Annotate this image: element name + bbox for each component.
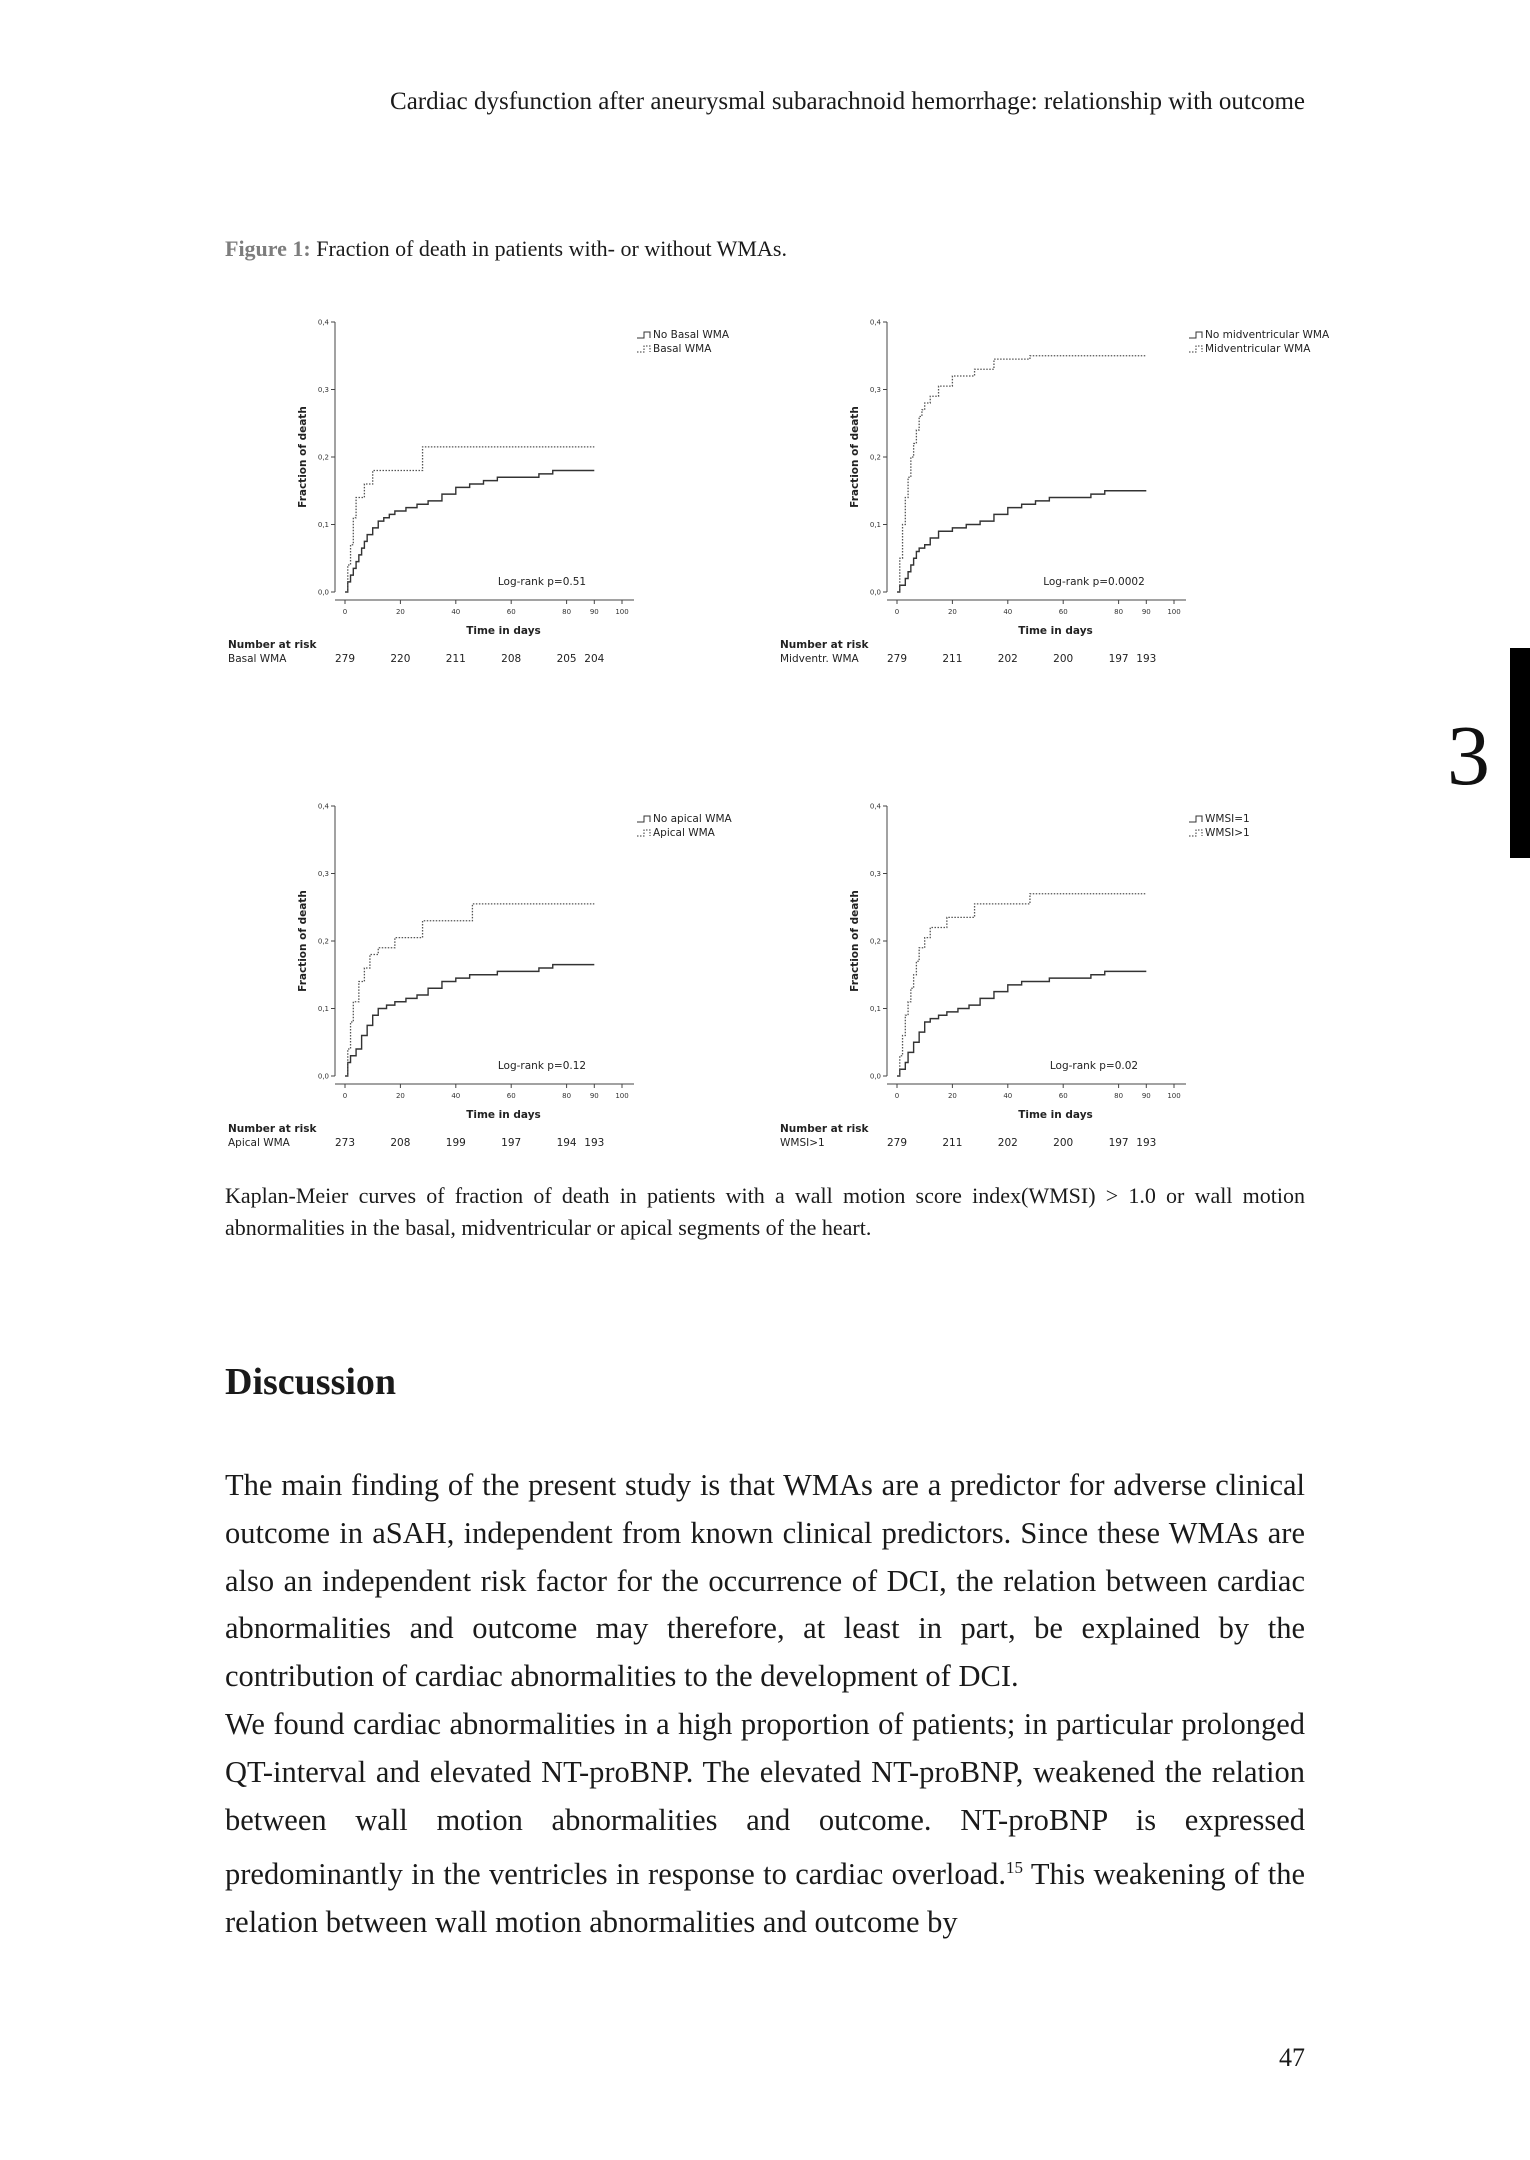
legend-label: No midventricular WMA [1205, 329, 1330, 341]
km-chart-apical [222, 784, 772, 1164]
citation-superscript: 15 [1006, 1858, 1024, 1878]
risk-value: 199 [445, 1137, 466, 1149]
y-tick-label: 0,3 [869, 870, 881, 878]
legend-swatch [637, 830, 650, 836]
risk-value: 202 [997, 1137, 1018, 1149]
risk-row-label: Midventr. WMA [780, 653, 859, 665]
risk-value: 279 [334, 653, 356, 665]
paragraph-2-text: We found cardiac abnormalities in a high proportion of patients; in particular prolonged QT-interval and elevated NT-proBNP. The elevated NT-proBNP, weakened the relation between wall motion abnormalities and outcome. NT-proBNP is expressed predominantly in the ventricles in response to cardiac overload. [225, 1706, 1305, 1892]
number-at-risk-title: Number at risk [228, 639, 317, 651]
risk-value: 208 [501, 653, 522, 665]
km-panel-wmsi [774, 784, 1324, 1164]
legend-swatch [1189, 346, 1202, 352]
x-tick-label: 40 [1003, 608, 1013, 616]
x-tick-label: 80 [1114, 608, 1124, 616]
risk-value: 211 [942, 1137, 963, 1149]
x-tick-label: 20 [947, 608, 957, 616]
km-panel-basal [222, 300, 772, 680]
risk-row-label: Basal WMA [228, 653, 287, 665]
risk-value: 202 [997, 653, 1018, 665]
risk-value: 194 [556, 1137, 577, 1149]
y-tick-label: 0,0 [317, 588, 329, 597]
y-tick-label: 0,4 [317, 318, 329, 327]
y-axis-label: Fraction of death [849, 406, 861, 508]
x-tick-label: 90 [1141, 608, 1151, 616]
x-tick-label: 20 [395, 1092, 405, 1100]
figure-note: Kaplan-Meier curves of fraction of death in patients with a wall motion score index(WMSI) > 1.0 or wall motion abnormalities in the basal, midventricular or apical segments of the heart. [225, 1183, 1305, 1240]
log-rank-annotation: Log-rank p=0.51 [497, 576, 587, 588]
legend-label: WMSI=1 [1205, 813, 1250, 825]
legend-swatch [1189, 830, 1202, 836]
number-at-risk-title: Number at risk [780, 639, 869, 651]
km-chart-midventricular [774, 300, 1330, 680]
legend-swatch [1189, 816, 1202, 822]
km-curve [345, 471, 594, 593]
legend-label: Apical WMA [653, 827, 715, 839]
y-axis-label: Fraction of death [297, 406, 309, 508]
y-tick-label: 0,3 [317, 386, 329, 394]
legend-label: Basal WMA [653, 343, 712, 355]
legend-label: No Basal WMA [653, 329, 730, 341]
y-tick-label: 0,4 [869, 802, 881, 811]
risk-value: 273 [334, 1137, 356, 1149]
chapter-tab-marker [1510, 648, 1530, 858]
y-tick-label: 0,4 [869, 318, 881, 327]
y-tick-label: 0,1 [317, 1005, 329, 1013]
chapter-number: 3 [1447, 707, 1490, 803]
page-number: 47 [1279, 2043, 1305, 2072]
y-tick-label: 0,0 [869, 1072, 881, 1081]
x-tick-label: 40 [451, 1092, 461, 1100]
discussion-paragraph-1: The main finding of the present study is that WMAs are a predictor for adverse clinical outcome in aSAH, independent from known clinical predictors. Since these WMAs are also an independent risk factor for the occurrence of DCI, the relation between cardiac abnormalities and outcome may therefore, at least in part, be explained by the contribution of cardiac abnormalities to the development of DCI. [225, 1468, 1305, 1694]
log-rank-annotation: Log-rank p=0.12 [497, 1060, 587, 1072]
x-tick-label: 60 [1058, 1092, 1068, 1100]
x-axis-label: Time in days [466, 1109, 541, 1121]
figure-caption [225, 236, 787, 262]
km-panel-midventricular [774, 300, 1330, 680]
log-rank-annotation: Log-rank p=0.0002 [1043, 576, 1145, 588]
x-tick-label: 100 [1167, 608, 1181, 616]
x-tick-label: 60 [506, 608, 516, 616]
x-tick-label: 40 [1003, 1092, 1013, 1100]
y-tick-label: 0,2 [869, 937, 881, 946]
number-at-risk-title: Number at risk [780, 1123, 869, 1135]
x-tick-label: 0 [894, 608, 900, 616]
y-tick-label: 0,3 [869, 386, 881, 394]
x-tick-label: 90 [1141, 1092, 1151, 1100]
risk-value: 197 [1108, 653, 1129, 665]
risk-value: 200 [1053, 653, 1074, 665]
risk-value: 208 [390, 1137, 411, 1149]
risk-value: 220 [390, 653, 411, 665]
figure-label: Figure 1: [225, 236, 311, 261]
y-tick-label: 0,0 [869, 588, 881, 597]
risk-value: 193 [1136, 1137, 1157, 1149]
y-tick-label: 0,2 [317, 453, 329, 462]
risk-value: 204 [584, 653, 605, 665]
y-tick-label: 0,1 [869, 1005, 881, 1013]
y-tick-label: 0,2 [317, 937, 329, 946]
risk-value: 211 [445, 653, 466, 665]
x-axis-label: Time in days [1018, 625, 1093, 637]
figure-grid [222, 300, 1330, 1170]
y-tick-label: 0,1 [869, 521, 881, 529]
x-tick-label: 80 [1114, 1092, 1124, 1100]
x-tick-label: 0 [894, 1092, 900, 1100]
risk-value: 279 [886, 653, 908, 665]
number-at-risk-title: Number at risk [228, 1123, 317, 1135]
x-tick-label: 20 [395, 608, 405, 616]
x-tick-label: 100 [1167, 1092, 1181, 1100]
x-tick-label: 80 [562, 1092, 572, 1100]
discussion-body [225, 1462, 1305, 1947]
km-curve [345, 447, 594, 592]
km-chart-basal [222, 300, 772, 680]
discussion-paragraph-2 [225, 1701, 1305, 1947]
km-curve [345, 904, 594, 1076]
x-tick-label: 20 [947, 1092, 957, 1100]
x-axis-label: Time in days [1018, 1109, 1093, 1121]
km-panel-apical [222, 784, 772, 1164]
x-tick-label: 40 [451, 608, 461, 616]
x-tick-label: 90 [589, 608, 599, 616]
x-tick-label: 60 [1058, 608, 1068, 616]
running-head: Cardiac dysfunction after aneurysmal subarachnoid hemorrhage: relationship with outcome [390, 88, 1305, 115]
risk-row-label: Apical WMA [228, 1137, 290, 1149]
y-axis-label: Fraction of death [849, 890, 861, 992]
km-curve [897, 356, 1146, 592]
y-tick-label: 0,4 [317, 802, 329, 811]
x-tick-label: 100 [615, 1092, 629, 1100]
y-tick-label: 0,0 [317, 1072, 329, 1081]
legend-label: No apical WMA [653, 813, 732, 825]
y-tick-label: 0,2 [869, 453, 881, 462]
x-tick-label: 90 [589, 1092, 599, 1100]
paragraph-2-continuation: This weakening of the relation between wall motion abnormalities and outcome by [225, 1857, 1305, 1940]
legend-label: WMSI>1 [1205, 827, 1250, 839]
x-tick-label: 100 [615, 608, 629, 616]
km-chart-wmsi [774, 784, 1324, 1164]
y-axis-label: Fraction of death [297, 890, 309, 992]
y-tick-label: 0,3 [317, 870, 329, 878]
risk-value: 193 [584, 1137, 605, 1149]
section-heading-discussion: Discussion [225, 1361, 397, 1403]
x-tick-label: 60 [506, 1092, 516, 1100]
risk-value: 197 [1108, 1137, 1129, 1149]
risk-value: 205 [556, 653, 577, 665]
log-rank-annotation: Log-rank p=0.02 [1049, 1060, 1139, 1072]
x-tick-label: 0 [342, 608, 348, 616]
risk-row-label: WMSI>1 [780, 1137, 825, 1149]
legend-label: Midventricular WMA [1205, 343, 1311, 355]
y-tick-label: 0,1 [317, 521, 329, 529]
x-tick-label: 0 [342, 1092, 348, 1100]
risk-value: 200 [1053, 1137, 1074, 1149]
risk-value: 197 [501, 1137, 522, 1149]
x-axis-label: Time in days [466, 625, 541, 637]
figure-title: Fraction of death in patients with- or without WMAs. [316, 236, 787, 261]
risk-value: 279 [886, 1137, 908, 1149]
legend-swatch [637, 816, 650, 822]
x-tick-label: 80 [562, 608, 572, 616]
legend-swatch [637, 346, 650, 352]
risk-value: 193 [1136, 653, 1157, 665]
risk-value: 211 [942, 653, 963, 665]
legend-swatch [637, 332, 650, 338]
legend-swatch [1189, 332, 1202, 338]
